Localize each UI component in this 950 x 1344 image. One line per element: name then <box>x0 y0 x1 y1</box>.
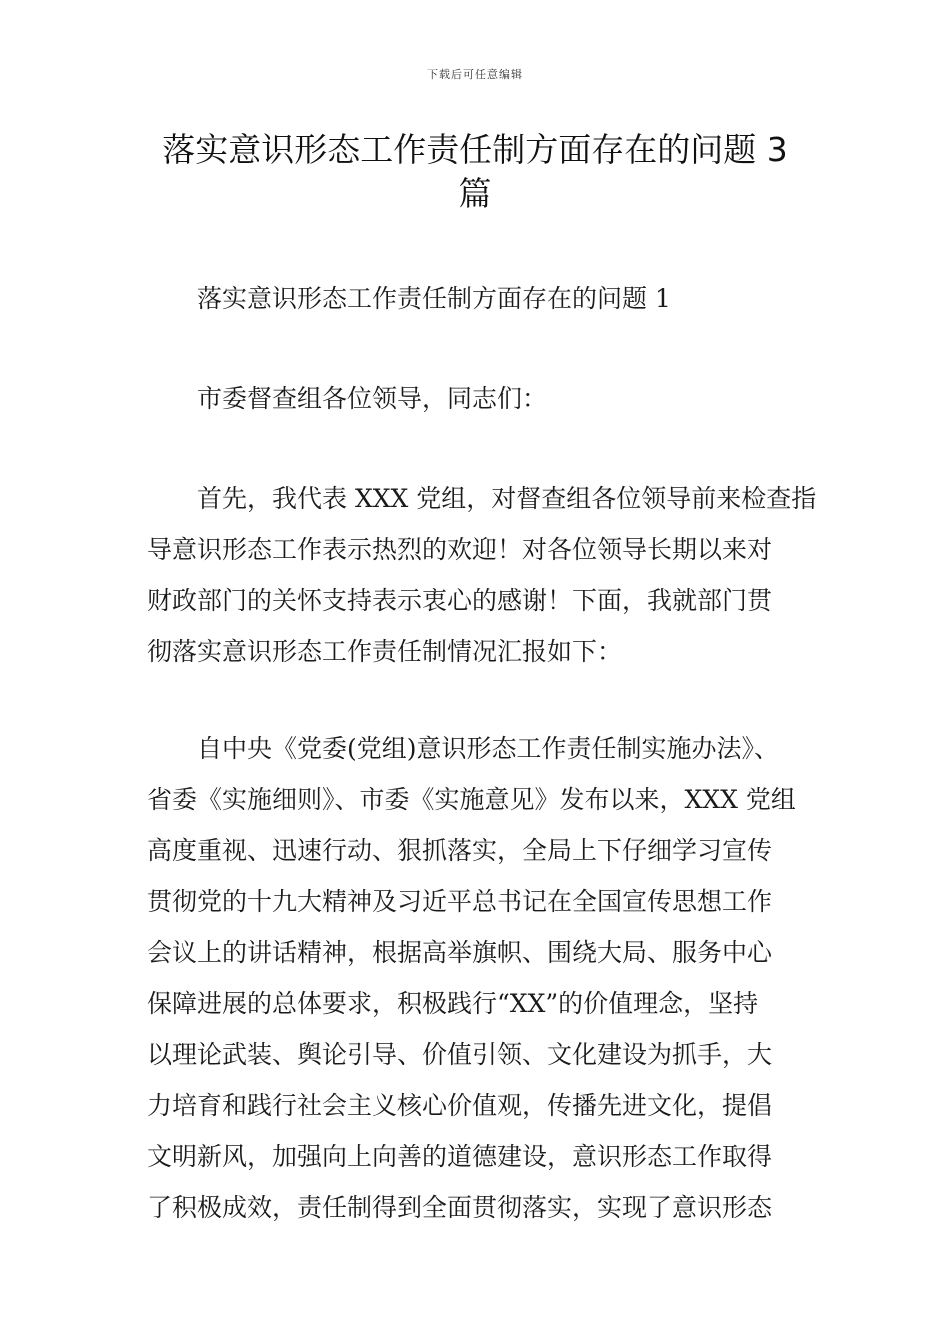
paragraph-2-line: 省委《实施细则》、市委《实施意见》发布以来，XXX 党组 <box>147 785 796 814</box>
salutation-text: 市委督查组各位领导，同志们： <box>197 384 548 413</box>
paragraph-2-line: 会议上的讲话精神，根据高举旗帜、围绕大局、服务中心 <box>147 938 773 967</box>
paragraph-2-line: 自中央《党委(党组)意识形态工作责任制实施办法》、 <box>197 734 780 763</box>
paragraph-2 <box>147 723 813 1233</box>
paragraph-2-line: 了积极成效，责任制得到全面贯彻落实，实现了意识形态 <box>147 1193 773 1222</box>
document-title <box>120 128 830 216</box>
paragraph-1-line: 财政部门的关怀支持表示衷心的感谢！下面，我就部门贯 <box>147 586 773 615</box>
paragraph-2-line: 以理论武装、舆论引导、价值引领、文化建设为抓手，大 <box>147 1040 773 1069</box>
paragraph-2-line: 高度重视、迅速行动、狠抓落实，全局上下仔细学习宣传 <box>147 836 773 865</box>
subtitle-text: 落实意识形态工作责任制方面存在的问题 1 <box>197 284 671 313</box>
salutation <box>147 373 813 424</box>
paragraph-2-line: 贯彻党的十九大精神及习近平总书记在全国宣传思想工作 <box>147 887 773 916</box>
paragraph-2-line: 力培育和践行社会主义核心价值观，传播先进文化，提倡 <box>147 1091 773 1120</box>
paragraph-2-line: 保障进展的总体要求，积极践行“XX”的价值理念，坚持 <box>147 989 759 1018</box>
header-note: 下载后可任意编辑 <box>427 68 523 81</box>
section-subtitle <box>147 273 813 324</box>
paragraph-1-line: 首先，我代表 XXX 党组，对督查组各位领导前来检查指 <box>197 484 817 513</box>
paragraph-1-line: 导意识形态工作表示热烈的欢迎！对各位领导长期以来对 <box>147 535 773 564</box>
paragraph-1-line: 彻落实意识形态工作责任制情况汇报如下： <box>147 637 623 666</box>
paragraph-2-line: 文明新风，加强向上向善的道德建设，意识形态工作取得 <box>147 1142 773 1171</box>
title-line-2: 篇 <box>458 174 492 213</box>
title-line-1: 落实意识形态工作责任制方面存在的问题 3 <box>162 130 788 169</box>
paragraph-1 <box>147 473 817 677</box>
